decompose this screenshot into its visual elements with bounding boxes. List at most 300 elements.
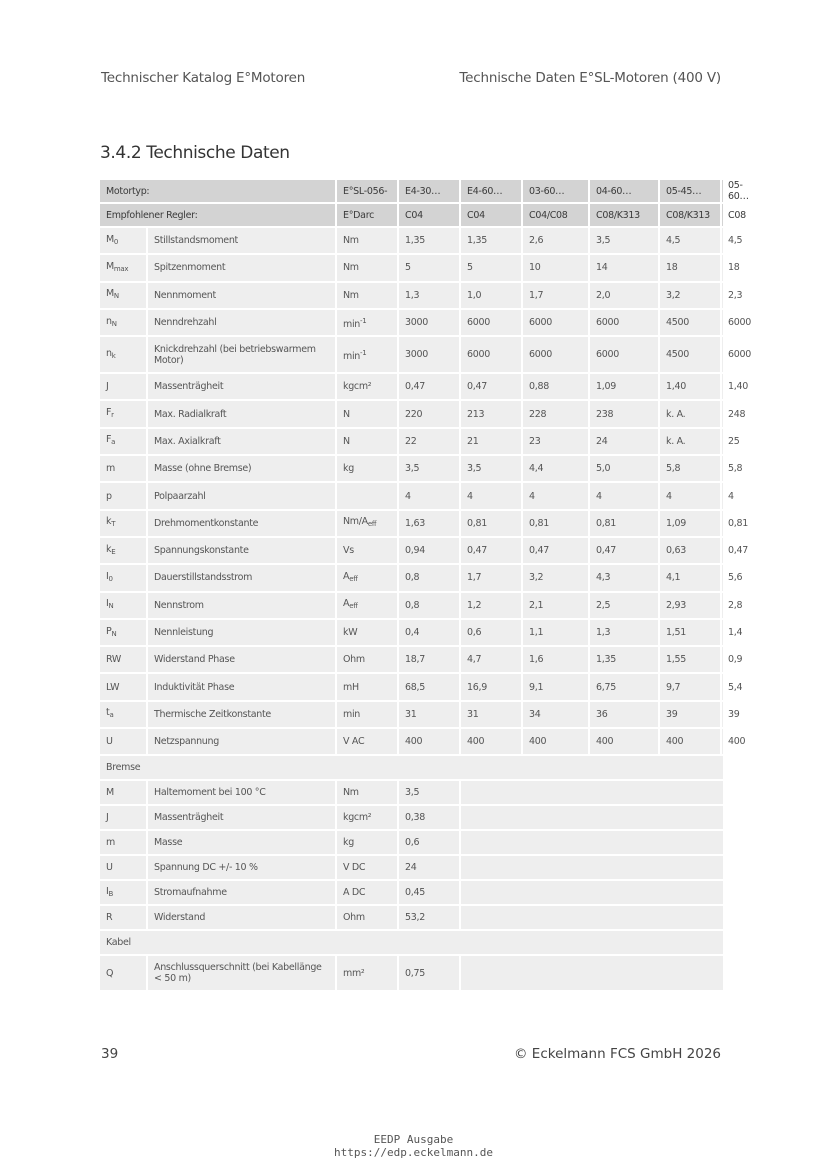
- table-header-motortype: [100, 180, 724, 203]
- value-cell: 4: [398, 482, 460, 509]
- symbol: U: [106, 736, 113, 748]
- header-cell: E°SL-056-: [336, 180, 398, 203]
- symbol-cell: [100, 282, 147, 309]
- unit-cell: [336, 428, 398, 455]
- section-label: Kabel: [100, 930, 724, 955]
- value-cell: 2,93: [659, 592, 721, 619]
- symbol-cell: [100, 510, 147, 537]
- value-cell: 16,9: [460, 673, 522, 700]
- symbol-cell: [100, 592, 147, 619]
- unit-cell: [336, 830, 398, 855]
- symbol-cell: [100, 619, 147, 646]
- value-cell: 0,47: [589, 537, 659, 564]
- edp-edition: EEDP Ausgabe: [373, 1133, 454, 1146]
- value-cell: 0,4: [398, 619, 460, 646]
- symbol-cell: [100, 482, 147, 509]
- technical-data-table: [100, 180, 751, 992]
- symbol-cell: [100, 880, 147, 905]
- value-cell: 6000: [522, 336, 589, 373]
- value-cell: 0,38: [398, 805, 460, 830]
- parameter-name: Stillstandsmoment: [147, 227, 336, 254]
- value-cell: 0,75: [398, 955, 460, 991]
- symbol: M: [106, 260, 114, 272]
- symbol: U: [106, 862, 113, 874]
- header-cell: 05-45…: [659, 180, 721, 203]
- value-cell: 6000: [721, 336, 724, 373]
- unit-cell: [336, 880, 398, 905]
- value-cell: 4: [721, 482, 724, 509]
- value-cell: 400: [659, 728, 721, 755]
- value-cell: 5,8: [721, 455, 724, 482]
- value-cell: 0,81: [522, 510, 589, 537]
- empty-cell: [460, 955, 724, 991]
- parameter-name: Stromaufnahme: [147, 880, 336, 905]
- header-cell: 03-60…: [522, 180, 589, 203]
- unit: A: [343, 570, 350, 582]
- value-cell: 4: [589, 482, 659, 509]
- edp-stamp: [0, 1133, 827, 1159]
- symbol: I: [106, 598, 109, 610]
- unit: Nm: [343, 787, 359, 799]
- value-cell: 24: [589, 428, 659, 455]
- table-row: [100, 673, 724, 700]
- unit-cell: [336, 400, 398, 427]
- symbol-cell: [100, 701, 147, 728]
- value-cell: 2,1: [522, 592, 589, 619]
- unit-cell: [336, 373, 398, 400]
- edp-url[interactable]: https://edp.eckelmann.de: [334, 1146, 493, 1159]
- value-cell: 34: [522, 701, 589, 728]
- table-row: [100, 455, 724, 482]
- unit: N: [343, 408, 350, 420]
- header-cell: 04-60…: [589, 180, 659, 203]
- unit-cell: [336, 905, 398, 930]
- empty-cell: [460, 855, 724, 880]
- parameter-name: Haltemoment bei 100 °C: [147, 780, 336, 805]
- value-cell: 1,7: [460, 564, 522, 591]
- symbol-subscript: 0: [108, 574, 113, 583]
- value-cell: 14: [589, 254, 659, 281]
- table-row: [100, 282, 724, 309]
- unit-cell: [336, 955, 398, 991]
- parameter-name: Netzspannung: [147, 728, 336, 755]
- value-cell: 6000: [460, 309, 522, 336]
- value-cell: 5,8: [659, 455, 721, 482]
- symbol: t: [106, 707, 110, 719]
- value-cell: 400: [522, 728, 589, 755]
- symbol-subscript: E: [111, 547, 116, 556]
- parameter-name: Massenträgheit: [147, 805, 336, 830]
- unit: N: [343, 435, 350, 447]
- symbol-subscript: N: [113, 292, 119, 301]
- symbol-cell: [100, 955, 147, 991]
- value-cell: 0,94: [398, 537, 460, 564]
- symbol-cell: [100, 830, 147, 855]
- cable-row: [100, 955, 724, 991]
- value-cell: 4,1: [659, 564, 721, 591]
- value-cell: 0,81: [721, 510, 724, 537]
- value-cell: 9,1: [522, 673, 589, 700]
- value-cell: 4: [659, 482, 721, 509]
- value-cell: 21: [460, 428, 522, 455]
- value-cell: 5,6: [721, 564, 724, 591]
- value-cell: 3000: [398, 309, 460, 336]
- header-cell: C04/C08: [522, 203, 589, 227]
- symbol: m: [106, 463, 115, 475]
- header-cell: C08/K313: [589, 203, 659, 227]
- symbol-cell: [100, 780, 147, 805]
- value-cell: 1,40: [659, 373, 721, 400]
- value-cell: 1,35: [398, 227, 460, 254]
- value-cell: 228: [522, 400, 589, 427]
- value-cell: 0,9: [721, 646, 724, 673]
- value-cell: 6000: [721, 309, 724, 336]
- value-cell: 400: [460, 728, 522, 755]
- empty-cell: [460, 830, 724, 855]
- symbol-subscript: N: [108, 602, 114, 611]
- table-row: [100, 728, 724, 755]
- symbol: R: [106, 912, 113, 924]
- symbol-subscript: B: [108, 889, 114, 898]
- value-cell: 1,35: [589, 646, 659, 673]
- value-cell: 0,47: [721, 537, 724, 564]
- value-cell: 31: [398, 701, 460, 728]
- value-cell: 3,2: [659, 282, 721, 309]
- unit-cell: [336, 592, 398, 619]
- symbol-subscript: a: [109, 711, 114, 720]
- value-cell: 220: [398, 400, 460, 427]
- value-cell: 1,2: [460, 592, 522, 619]
- value-cell: 18: [721, 254, 724, 281]
- unit: Nm: [343, 262, 359, 274]
- parameter-name: Knickdrehzahl (bei betriebswarmem Motor): [147, 336, 336, 373]
- unit: Nm: [343, 289, 359, 301]
- table-row: [100, 592, 724, 619]
- unit-cell: [336, 455, 398, 482]
- value-cell: 18,7: [398, 646, 460, 673]
- value-cell: 1,09: [659, 510, 721, 537]
- table-row: [100, 400, 724, 427]
- value-cell: 3,2: [522, 564, 589, 591]
- parameter-name: Max. Axialkraft: [147, 428, 336, 455]
- value-cell: 4: [522, 482, 589, 509]
- parameter-name: Max. Radialkraft: [147, 400, 336, 427]
- brake-row: [100, 780, 724, 805]
- symbol: M: [106, 787, 114, 799]
- value-cell: 400: [398, 728, 460, 755]
- value-cell: 4,5: [659, 227, 721, 254]
- table-body: [100, 180, 751, 991]
- unit: kgcm²: [343, 381, 372, 393]
- value-cell: 18: [659, 254, 721, 281]
- unit: mH: [343, 681, 359, 693]
- unit: A: [343, 598, 350, 610]
- value-cell: 68,5: [398, 673, 460, 700]
- symbol: k: [106, 543, 112, 555]
- value-cell: 6000: [522, 309, 589, 336]
- table-row: [100, 254, 724, 281]
- symbol-subscript: N: [111, 629, 117, 638]
- symbol-cell: [100, 373, 147, 400]
- value-cell: 0,88: [522, 373, 589, 400]
- value-cell: 6000: [589, 336, 659, 373]
- empty-cell: [460, 780, 724, 805]
- value-cell: 0,8: [398, 564, 460, 591]
- unit-cell: [336, 227, 398, 254]
- value-cell: 1,7: [522, 282, 589, 309]
- value-cell: 23: [522, 428, 589, 455]
- unit-cell: [336, 646, 398, 673]
- header-cell: C04: [398, 203, 460, 227]
- section-heading: 3.4.2 Technische Daten: [100, 143, 290, 163]
- unit: kg: [343, 837, 354, 849]
- unit-cell: [336, 309, 398, 336]
- parameter-name: Massenträgheit: [147, 373, 336, 400]
- parameter-name: Spannungskonstante: [147, 537, 336, 564]
- value-cell: 0,8: [398, 592, 460, 619]
- empty-cell: [460, 880, 724, 905]
- symbol-cell: [100, 254, 147, 281]
- unit: Ohm: [343, 654, 365, 666]
- symbol: k: [106, 516, 112, 528]
- table-row: [100, 309, 724, 336]
- section-row-cable: [100, 930, 724, 955]
- value-cell: 39: [721, 701, 724, 728]
- symbol-cell: [100, 455, 147, 482]
- parameter-name: Thermische Zeitkonstante: [147, 701, 336, 728]
- value-cell: 1,40: [721, 373, 724, 400]
- value-cell: 53,2: [398, 905, 460, 930]
- value-cell: 3,5: [589, 227, 659, 254]
- value-cell: 4,3: [589, 564, 659, 591]
- unit-superscript: -1: [360, 316, 367, 325]
- header-catalog-title: Technischer Katalog E°Motoren: [101, 70, 306, 86]
- table-row: [100, 373, 724, 400]
- symbol: p: [106, 490, 112, 502]
- header-cell: 05-60…: [721, 180, 724, 203]
- value-cell: 400: [589, 728, 659, 755]
- parameter-name: Spitzenmoment: [147, 254, 336, 281]
- value-cell: 3,5: [460, 455, 522, 482]
- unit: min: [343, 708, 361, 720]
- symbol: M: [106, 288, 114, 300]
- symbol: F: [106, 434, 112, 446]
- header-cell: C08: [721, 203, 724, 227]
- value-cell: 1,6: [522, 646, 589, 673]
- unit-superscript: -1: [360, 348, 367, 357]
- value-cell: 9,7: [659, 673, 721, 700]
- symbol-subscript: r: [111, 411, 114, 420]
- unit-cell: [336, 855, 398, 880]
- brake-row: [100, 805, 724, 830]
- value-cell: k. A.: [659, 400, 721, 427]
- parameter-name: Widerstand Phase: [147, 646, 336, 673]
- value-cell: 2,5: [589, 592, 659, 619]
- value-cell: 0,45: [398, 880, 460, 905]
- unit-subscript: eff: [349, 574, 358, 583]
- value-cell: 0,6: [460, 619, 522, 646]
- symbol-cell: [100, 564, 147, 591]
- unit-subscript: eff: [367, 520, 377, 529]
- symbol-cell: [100, 728, 147, 755]
- value-cell: 0,47: [398, 373, 460, 400]
- header-label: Empfohlener Regler:: [100, 203, 336, 227]
- parameter-name: Nennstrom: [147, 592, 336, 619]
- value-cell: 1,35: [460, 227, 522, 254]
- symbol: n: [106, 347, 112, 359]
- unit-subscript: eff: [349, 602, 358, 611]
- parameter-name: Induktivität Phase: [147, 673, 336, 700]
- value-cell: 10: [522, 254, 589, 281]
- value-cell: 0,63: [659, 537, 721, 564]
- value-cell: 1,63: [398, 510, 460, 537]
- value-cell: 5: [460, 254, 522, 281]
- unit-cell: [336, 780, 398, 805]
- symbol: LW: [106, 681, 120, 693]
- symbol-cell: [100, 336, 147, 373]
- symbol-subscript: N: [111, 319, 117, 328]
- value-cell: 238: [589, 400, 659, 427]
- symbol-cell: [100, 905, 147, 930]
- table-row: [100, 537, 724, 564]
- value-cell: 0,47: [460, 537, 522, 564]
- value-cell: 0,81: [589, 510, 659, 537]
- header-label: Motortyp:: [100, 180, 336, 203]
- parameter-name: Drehmomentkonstante: [147, 510, 336, 537]
- symbol-cell: [100, 855, 147, 880]
- value-cell: 1,0: [460, 282, 522, 309]
- symbol-cell: [100, 428, 147, 455]
- symbol-cell: [100, 309, 147, 336]
- parameter-name: Anschlussquerschnitt (bei Kabellänge < 50 m): [147, 955, 336, 991]
- symbol: P: [106, 625, 112, 637]
- value-cell: 39: [659, 701, 721, 728]
- value-cell: 1,09: [589, 373, 659, 400]
- header-cell: C04: [460, 203, 522, 227]
- table-row: [100, 564, 724, 591]
- symbol: RW: [106, 654, 122, 666]
- value-cell: 3,5: [398, 455, 460, 482]
- value-cell: 5,4: [721, 673, 724, 700]
- unit-cell: [336, 537, 398, 564]
- header-cell: E4-60…: [460, 180, 522, 203]
- value-cell: 0,47: [522, 537, 589, 564]
- parameter-name: Masse: [147, 830, 336, 855]
- symbol: J: [106, 381, 109, 393]
- unit-cell: [336, 805, 398, 830]
- value-cell: 25: [721, 428, 724, 455]
- symbol-subscript: a: [111, 438, 116, 447]
- value-cell: 24: [398, 855, 460, 880]
- unit-cell: [336, 282, 398, 309]
- symbol: F: [106, 407, 112, 419]
- brake-row: [100, 855, 724, 880]
- table-row: [100, 227, 724, 254]
- unit: kg: [343, 463, 354, 475]
- unit-cell: [336, 728, 398, 755]
- unit: min: [343, 350, 361, 362]
- brake-row: [100, 880, 724, 905]
- value-cell: 2,0: [589, 282, 659, 309]
- unit: kgcm²: [343, 812, 372, 824]
- symbol: n: [106, 315, 112, 327]
- value-cell: 1,55: [659, 646, 721, 673]
- table-row: [100, 510, 724, 537]
- value-cell: 4,5: [721, 227, 724, 254]
- unit: mm²: [343, 967, 365, 979]
- parameter-name: Nennleistung: [147, 619, 336, 646]
- header-cell: C08/K313: [659, 203, 721, 227]
- value-cell: 4: [460, 482, 522, 509]
- header-section-title: Technische Daten E°SL-Motoren (400 V): [459, 70, 721, 86]
- empty-cell: [460, 805, 724, 830]
- value-cell: 0,81: [460, 510, 522, 537]
- parameter-name: Nennmoment: [147, 282, 336, 309]
- copyright: © Eckelmann FCS GmbH 2026: [514, 1046, 721, 1062]
- value-cell: 4,4: [522, 455, 589, 482]
- unit: Ohm: [343, 912, 365, 924]
- parameter-name: Nenndrehzahl: [147, 309, 336, 336]
- value-cell: 0,6: [398, 830, 460, 855]
- brake-row: [100, 830, 724, 855]
- value-cell: 400: [721, 728, 724, 755]
- header-cell: E°Darc: [336, 203, 398, 227]
- symbol-cell: [100, 646, 147, 673]
- value-cell: 0,47: [460, 373, 522, 400]
- symbol-cell: [100, 537, 147, 564]
- symbol-subscript: T: [111, 520, 116, 529]
- value-cell: 5: [398, 254, 460, 281]
- unit: V DC: [343, 862, 366, 874]
- parameter-name: Masse (ohne Bremse): [147, 455, 336, 482]
- symbol: J: [106, 812, 109, 824]
- unit: min: [343, 318, 361, 330]
- unit-cell: [336, 336, 398, 373]
- value-cell: 6000: [460, 336, 522, 373]
- symbol-subscript: k: [111, 351, 116, 360]
- symbol: M: [106, 233, 114, 245]
- value-cell: 1,3: [398, 282, 460, 309]
- symbol-cell: [100, 805, 147, 830]
- value-cell: 6,75: [589, 673, 659, 700]
- value-cell: 4,7: [460, 646, 522, 673]
- parameter-name: Dauerstillstandsstrom: [147, 564, 336, 591]
- unit-cell: [336, 254, 398, 281]
- value-cell: 1,51: [659, 619, 721, 646]
- value-cell: 1,4: [721, 619, 724, 646]
- unit-cell: [336, 564, 398, 591]
- symbol-cell: [100, 227, 147, 254]
- unit-cell: [336, 482, 398, 509]
- table-row: [100, 428, 724, 455]
- unit: kW: [343, 627, 358, 638]
- unit-cell: [336, 510, 398, 537]
- header-cell: E4-30…: [398, 180, 460, 203]
- unit-cell: [336, 619, 398, 646]
- table-row: [100, 701, 724, 728]
- unit: Vs: [343, 545, 354, 557]
- value-cell: 248: [721, 400, 724, 427]
- symbol-cell: [100, 673, 147, 700]
- symbol-subscript: max: [113, 264, 129, 273]
- unit: Nm: [343, 235, 359, 247]
- section-row-brake: [100, 755, 724, 780]
- table-row: [100, 646, 724, 673]
- unit: V AC: [343, 736, 365, 748]
- section-label: Bremse: [100, 755, 724, 780]
- value-cell: 36: [589, 701, 659, 728]
- symbol: I: [106, 885, 109, 897]
